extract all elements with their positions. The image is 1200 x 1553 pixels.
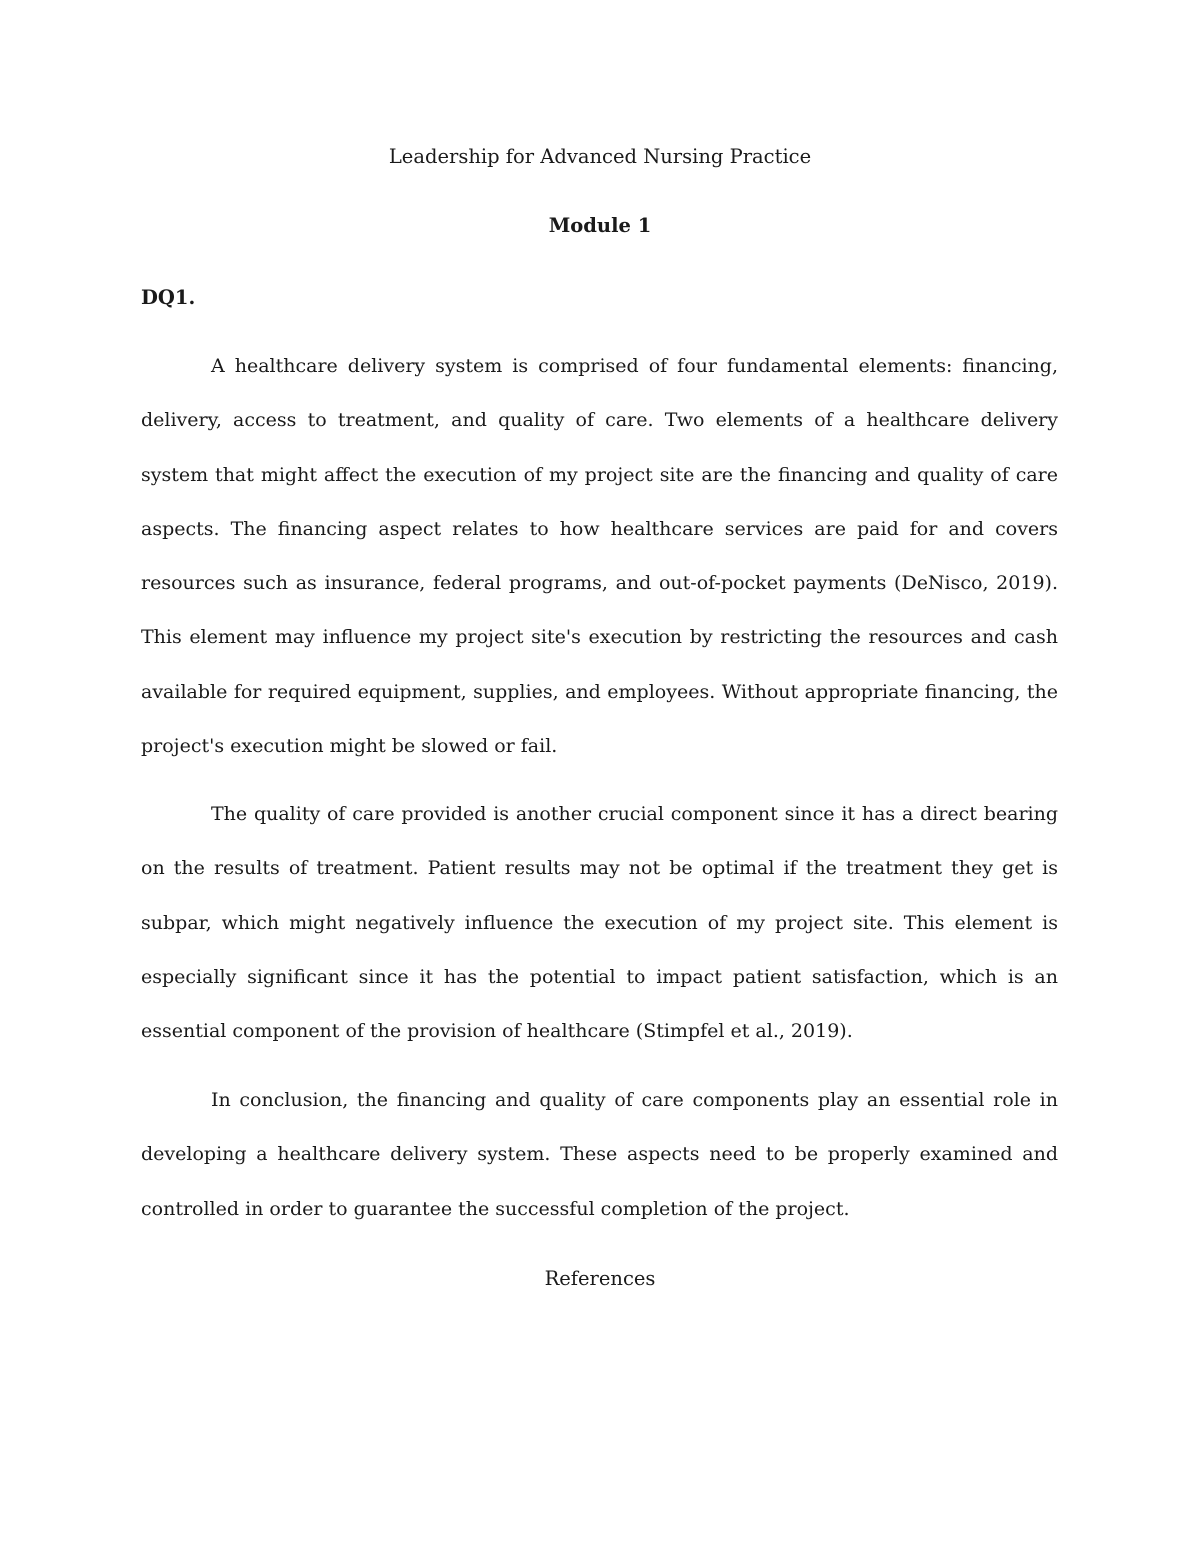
course-title: Leadership for Advanced Nursing Practice: [388, 145, 812, 168]
body-paragraph-1: A healthcare delivery system is comprised of four fundamental elements: financing, delivery, access to treatment, and quality of care. Two elements of a healthcare delivery system that might affect the execution of my project site are the financing and quality of care aspects. The financing aspect relates to how healthcare services are paid for and covers resources such as insurance, federal programs, and out-of-pocket payments (DeNisco, 2019). This element may influence my project site's execution by restricting the resources and cash available for required equipment, supplies, and employees. Without appropriate financing, the project's execution might be slowed or fail.: [141, 355, 1058, 758]
discussion-question-heading: DQ1.: [141, 286, 196, 309]
references-heading: References: [544, 1267, 656, 1290]
body-paragraph-3: In conclusion, the financing and quality of care components play an essential role in developing a healthcare delivery system. These aspects need to be properly examined and controlled in order to guarantee the successful completion of the project.: [141, 1089, 1058, 1220]
module-title: Module 1: [548, 214, 652, 237]
body-paragraph-2: The quality of care provided is another crucial component since it has a direct bearing on the results of treatment. Patient results may not be optimal if the treatment they get is subpar, which might negatively influence the execution of my project site. This element is especially significant since it has the potential to impact patient satisfaction, which is an essential component of the provision of healthcare (Stimpfel et al., 2019).: [141, 803, 1058, 1043]
